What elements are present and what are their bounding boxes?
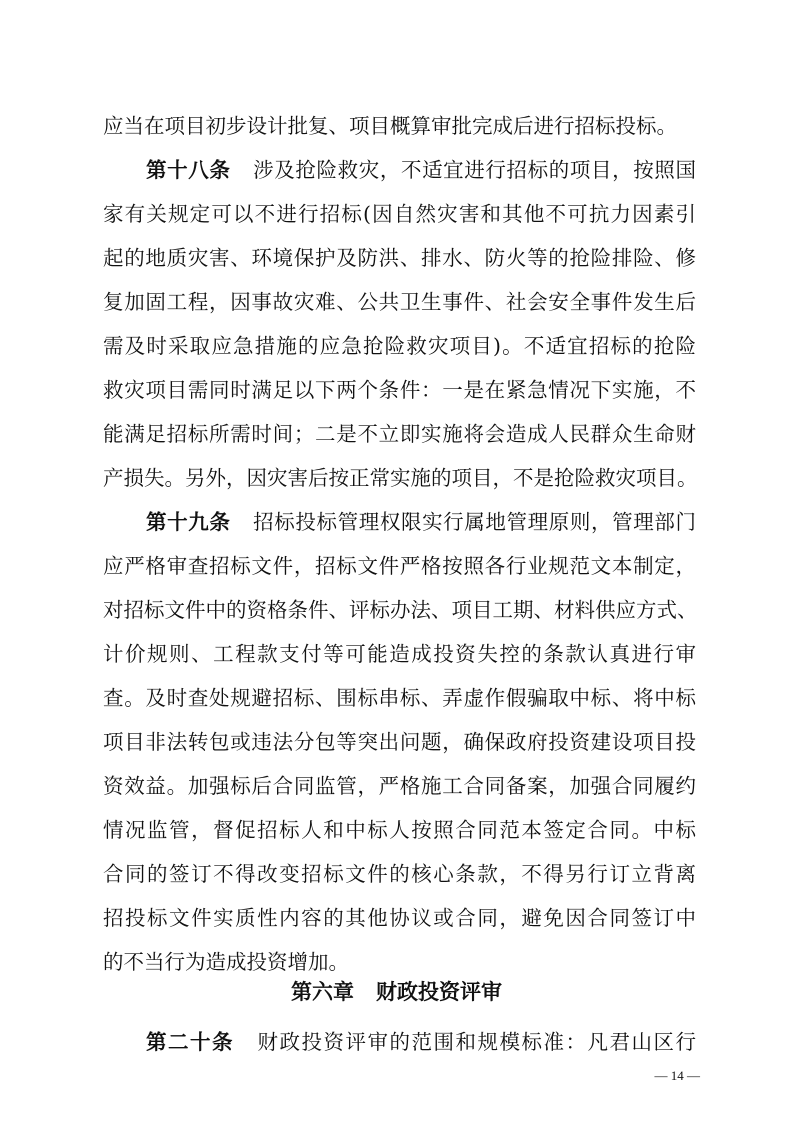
paragraph-line: 产损失。另外，因灾害后按正常实施的项目，不是抢险救灾项目。 <box>103 466 698 490</box>
paragraph-line: 应当在项目初步设计批复、项目概算审批完成后进行招标投标。 <box>103 114 677 138</box>
paragraph-line: 家有关规定可以不进行招标(因自然灾害和其他不可抗力因素引 <box>103 202 696 226</box>
paragraph-text: 财政投资评审的范围和规模标准：凡君山区行 <box>256 1030 696 1054</box>
paragraph-line: 情况监管，督促招标人和中标人按照合同范本签定合同。中标 <box>103 818 696 842</box>
paragraph-line: 查。及时查处规避招标、围标串标、弄虚作假骗取中标、将中标 <box>103 686 696 710</box>
paragraph-text: 招标投标管理权限实行属地管理原则，管理部门 <box>252 510 697 534</box>
paragraph-line <box>146 148 696 192</box>
paragraph-line <box>146 500 696 544</box>
chapter-heading <box>0 970 793 1014</box>
paragraph-line: 招投标文件实质性内容的其他协议或合同，避免因合同签订中 <box>103 906 696 930</box>
chapter-number: 第六章 <box>291 980 354 1004</box>
paragraph-line: 应严格审查招标文件，招标文件严格按照各行业规范文本制定， <box>103 554 696 578</box>
article-heading: 第十八条 <box>146 158 231 182</box>
paragraph-line: 合同的签订不得改变招标文件的核心条款，不得另行订立背离 <box>103 862 696 886</box>
paragraph-line: 复加固工程，因事故灾难、公共卫生事件、社会安全事件发生后 <box>103 290 696 314</box>
paragraph-line: 的不当行为造成投资增加。 <box>103 950 349 974</box>
article-heading: 第十九条 <box>146 510 231 534</box>
paragraph-text: 涉及抢险救灾，不适宜进行招标的项目，按照国 <box>252 158 697 182</box>
paragraph-line: 救灾项目需同时满足以下两个条件：一是在紧急情况下实施，不 <box>103 378 696 402</box>
paragraph-line: 计价规则、工程款支付等可能造成投资失控的条款认真进行审 <box>103 642 696 666</box>
paragraph-line: 资效益。加强标后合同监管，严格施工合同备案，加强合同履约 <box>103 774 696 798</box>
paragraph-line: 起的地质灾害、环境保护及防洪、排水、防火等的抢险排险、修 <box>103 246 696 270</box>
paragraph-line: 对招标文件中的资格条件、评标办法、项目工期、材料供应方式、 <box>103 598 698 622</box>
paragraph-line <box>146 1020 696 1064</box>
paragraph-line: 需及时采取应急措施的应急抢险救灾项目)。不适宜招标的抢险 <box>103 334 696 358</box>
paragraph-line: 能满足招标所需时间；二是不立即实施将会造成人民群众生命财 <box>103 422 696 446</box>
article-heading: 第二十条 <box>146 1030 234 1054</box>
page-number: — 14 — <box>654 1068 700 1083</box>
chapter-title: 财政投资评审 <box>376 980 502 1004</box>
paragraph-line: 项目非法转包或违法分包等突出问题，确保政府投资建设项目投 <box>103 730 696 754</box>
